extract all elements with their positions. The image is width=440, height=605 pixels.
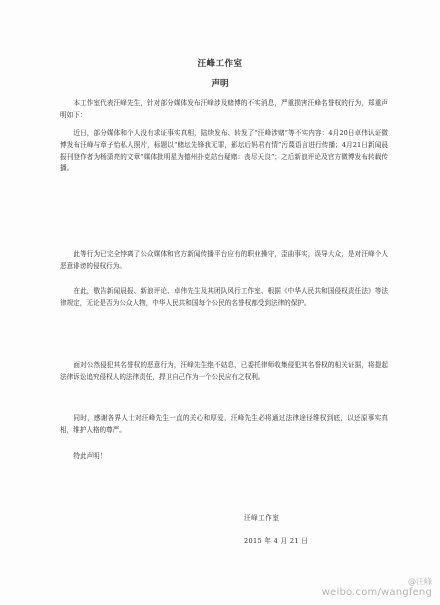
paragraph-text: 近日，部分媒体和个人没有求证事实真相，陆续发布、转发了“汪峰涉赌”等不实内容：4月20日卓伟认证微博发布汪峰与章子怡私人照片，标题以“赌坛先锋我无罪，影坛后妈君有情”污蔑语言进行传播；4月21日新闻晨报刊登作者为杨潇亮的文章“媒体批明星为德州扑克站台疑赌：丧尽天良”；之后新浪评论及官方微博发布转载传播。	[60, 129, 388, 173]
document-subtitle: 声明	[211, 79, 229, 89]
signature-date: 2015 年 4 月 21 日	[244, 537, 309, 545]
paragraph-facts	[60, 128, 388, 175]
paragraph-text: 此等行为已完全悖离了公众媒体和官方新闻传播平台应有的职业操守，歪曲事实，误导大众，是对汪峰个人恶意诽谤的侵权行为。	[60, 250, 388, 270]
paragraph-text: 同时，感谢各界人士对汪峰先生一直的关心和厚爱，汪峰先生必将通过法律途径维权到底，以还原事实真相，维护人格的尊严。	[60, 414, 388, 434]
paragraph-closing	[60, 451, 388, 463]
paragraph-text: 本工作室代表汪峰先生，针对部分媒体发布汪峰涉及赌博的不实消息，严重损害汪峰名誉权的行为，郑重声明如下：	[60, 99, 388, 119]
paragraph-intro	[60, 98, 388, 122]
paragraph-legal-action	[60, 360, 388, 384]
weibo-watermark	[322, 577, 432, 599]
watermark-logo-text: @汪峰	[408, 577, 432, 586]
paragraph-warning	[60, 286, 388, 310]
signature-studio: 汪峰工作室	[244, 514, 280, 522]
document-title: 汪峰工作室	[197, 59, 243, 69]
paragraph-thanks	[60, 413, 388, 437]
watermark-url: weibo.com/wangfeng	[321, 587, 432, 598]
paragraph-text: 在此，敬告新闻晨报、新浪评论、卓伟先生及其团队风行工作室、根据《中华人民共和国侵权责任法》等法律规定，无论是否为公众人物，中华人民共和国每个公民的名誉权都受到法律的保护。	[60, 287, 388, 307]
paragraph-text: 面对公然侵犯其名誉权的恶意行为，汪峰先生绝不姑息，已委托律师收集侵犯其名誉权的相关证据，将提起法律诉讼追究侵权人的法律责任，捍卫自己作为一个公民应有之权利。	[60, 361, 388, 381]
paragraph-violation	[60, 249, 388, 273]
paragraph-text: 特此声明！	[73, 452, 107, 460]
